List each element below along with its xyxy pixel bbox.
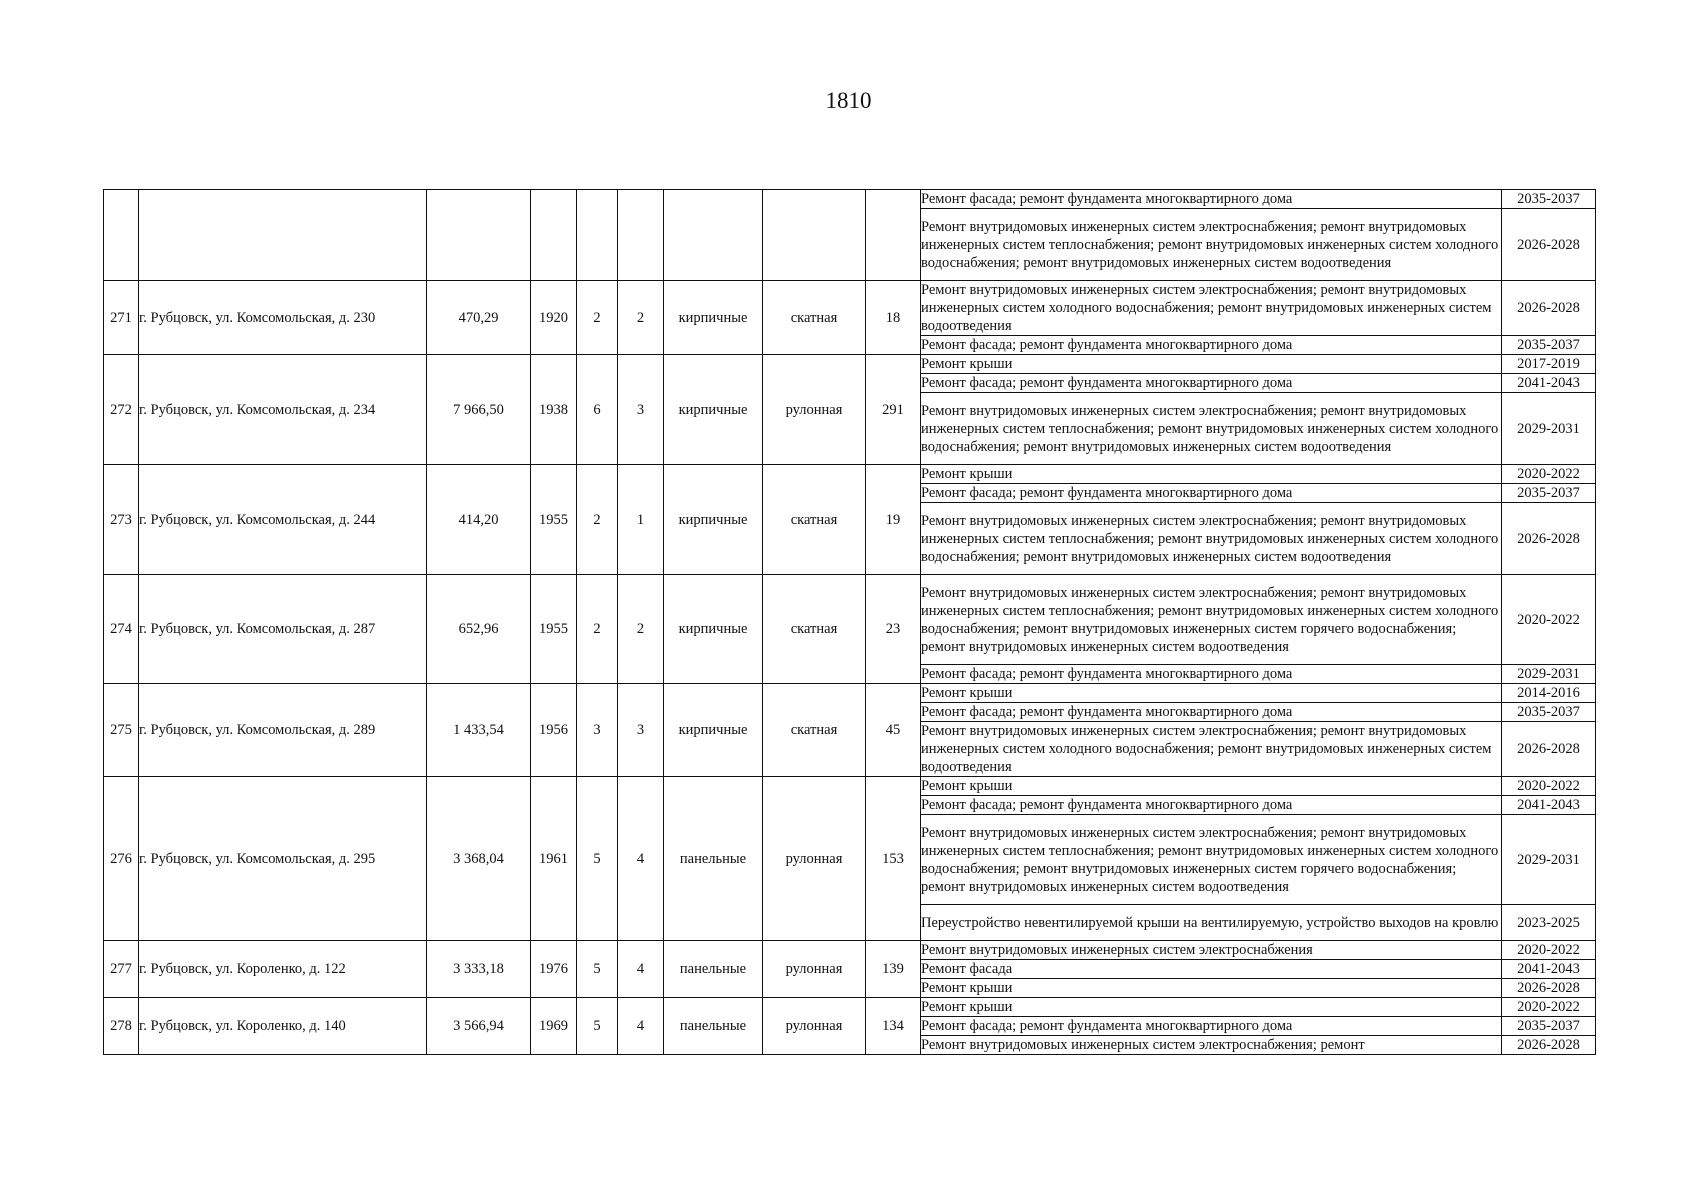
- house-entrances: 4: [618, 998, 664, 1055]
- house-roof: рулонная: [763, 998, 866, 1055]
- house-entrances: 3: [618, 684, 664, 777]
- house-number: 274: [104, 575, 139, 684]
- house-number: 273: [104, 465, 139, 575]
- house-area: [427, 190, 531, 281]
- table-row: [104, 684, 1596, 703]
- house-residents: 45: [866, 684, 921, 777]
- house-roof: рулонная: [763, 355, 866, 465]
- house-residents: 139: [866, 941, 921, 998]
- house-area: 1 433,54: [427, 684, 531, 777]
- house-area: 652,96: [427, 575, 531, 684]
- house-walls: кирпичные: [664, 684, 763, 777]
- house-floors: 2: [577, 281, 618, 355]
- house-address: г. Рубцовск, ул. Комсомольская, д. 295: [139, 777, 427, 941]
- work-period: 2026-2028: [1502, 503, 1596, 575]
- house-area: 414,20: [427, 465, 531, 575]
- house-entrances: 2: [618, 575, 664, 684]
- work-name: Ремонт фасада; ремонт фундамента многоквартирного дома: [921, 796, 1502, 815]
- house-entrances: 3: [618, 355, 664, 465]
- work-period: 2035-2037: [1502, 190, 1596, 209]
- work-period: 2041-2043: [1502, 796, 1596, 815]
- work-period: 2017-2019: [1502, 355, 1596, 374]
- house-roof: рулонная: [763, 777, 866, 941]
- work-period: 2035-2037: [1502, 703, 1596, 722]
- table-row: [104, 465, 1596, 484]
- house-walls: панельные: [664, 777, 763, 941]
- work-period: 2020-2022: [1502, 465, 1596, 484]
- work-name: Ремонт внутридомовых инженерных систем электроснабжения: [921, 941, 1502, 960]
- table-row: [104, 575, 1596, 665]
- house-year: 1961: [531, 777, 577, 941]
- house-number: 272: [104, 355, 139, 465]
- house-floors: [577, 190, 618, 281]
- house-floors: 5: [577, 777, 618, 941]
- work-period: 2020-2022: [1502, 941, 1596, 960]
- house-entrances: [618, 190, 664, 281]
- work-period: 2020-2022: [1502, 998, 1596, 1017]
- house-floors: 5: [577, 998, 618, 1055]
- house-number: 278: [104, 998, 139, 1055]
- work-name: Ремонт внутридомовых инженерных систем электроснабжения; ремонт внутридомовых инженерных систем теплоснабжения; ремонт внутридомовых инженерных систем холодного водоснабжения; ремонт внутридомовых инженерных систем водоотведения: [921, 503, 1502, 575]
- house-year: [531, 190, 577, 281]
- table-row: [104, 998, 1596, 1017]
- house-address: г. Рубцовск, ул. Комсомольская, д. 230: [139, 281, 427, 355]
- work-name: Ремонт фасада; ремонт фундамента многоквартирного дома: [921, 484, 1502, 503]
- house-area: 7 966,50: [427, 355, 531, 465]
- house-year: 1976: [531, 941, 577, 998]
- work-name: Ремонт крыши: [921, 684, 1502, 703]
- work-period: 2041-2043: [1502, 960, 1596, 979]
- work-period: 2020-2022: [1502, 575, 1596, 665]
- house-entrances: 2: [618, 281, 664, 355]
- work-period: 2041-2043: [1502, 374, 1596, 393]
- house-roof: скатная: [763, 575, 866, 684]
- house-entrances: 4: [618, 941, 664, 998]
- table-row: [104, 941, 1596, 960]
- work-name: Ремонт внутридомовых инженерных систем электроснабжения; ремонт: [921, 1036, 1502, 1055]
- house-year: 1956: [531, 684, 577, 777]
- work-period: 2035-2037: [1502, 336, 1596, 355]
- house-address: [139, 190, 427, 281]
- house-roof: рулонная: [763, 941, 866, 998]
- house-residents: [866, 190, 921, 281]
- house-floors: 6: [577, 355, 618, 465]
- house-walls: кирпичные: [664, 355, 763, 465]
- work-name: Ремонт фасада; ремонт фундамента многоквартирного дома: [921, 336, 1502, 355]
- house-area: 470,29: [427, 281, 531, 355]
- house-number: 276: [104, 777, 139, 941]
- work-name: Ремонт фасада; ремонт фундамента многоквартирного дома: [921, 665, 1502, 684]
- work-name: Ремонт внутридомовых инженерных систем электроснабжения; ремонт внутридомовых инженерных систем теплоснабжения; ремонт внутридомовых инженерных систем холодного водоснабжения; ремонт внутридомовых инженерных систем водоотведения: [921, 209, 1502, 281]
- work-period: 2026-2028: [1502, 1036, 1596, 1055]
- house-area: 3 368,04: [427, 777, 531, 941]
- house-walls: кирпичные: [664, 575, 763, 684]
- house-walls: панельные: [664, 941, 763, 998]
- house-residents: 18: [866, 281, 921, 355]
- work-name: Переустройство невентилируемой крыши на вентилируемую, устройство выходов на кровлю: [921, 905, 1502, 941]
- house-walls: [664, 190, 763, 281]
- work-period: 2029-2031: [1502, 815, 1596, 905]
- work-name: Ремонт крыши: [921, 979, 1502, 998]
- work-period: 2020-2022: [1502, 777, 1596, 796]
- house-floors: 3: [577, 684, 618, 777]
- house-residents: 153: [866, 777, 921, 941]
- work-name: Ремонт крыши: [921, 777, 1502, 796]
- work-name: Ремонт фасада; ремонт фундамента многоквартирного дома: [921, 190, 1502, 209]
- work-period: 2035-2037: [1502, 484, 1596, 503]
- house-year: 1920: [531, 281, 577, 355]
- house-area: 3 566,94: [427, 998, 531, 1055]
- work-name: Ремонт внутридомовых инженерных систем электроснабжения; ремонт внутридомовых инженерных систем теплоснабжения; ремонт внутридомовых инженерных систем холодного водоснабжения; ремонт внутридомовых инженерных систем горячего водоснабжения; ремонт внутридомовых инженерных систем водоотведения: [921, 815, 1502, 905]
- work-name: Ремонт внутридомовых инженерных систем электроснабжения; ремонт внутридомовых инженерных систем холодного водоснабжения; ремонт внутридомовых инженерных систем водоотведения: [921, 722, 1502, 777]
- work-period: 2035-2037: [1502, 1017, 1596, 1036]
- house-entrances: 4: [618, 777, 664, 941]
- house-walls: панельные: [664, 998, 763, 1055]
- table-row: [104, 190, 1596, 209]
- house-number: [104, 190, 139, 281]
- work-name: Ремонт фасада; ремонт фундамента многоквартирного дома: [921, 1017, 1502, 1036]
- work-period: 2029-2031: [1502, 393, 1596, 465]
- house-year: 1938: [531, 355, 577, 465]
- table-row: [104, 281, 1596, 336]
- work-name: Ремонт внутридомовых инженерных систем электроснабжения; ремонт внутридомовых инженерных систем теплоснабжения; ремонт внутридомовых инженерных систем холодного водоснабжения; ремонт внутридомовых инженерных систем горячего водоснабжения; ремонт внутридомовых инженерных систем водоотведения: [921, 575, 1502, 665]
- house-address: г. Рубцовск, ул. Комсомольская, д. 244: [139, 465, 427, 575]
- house-floors: 2: [577, 575, 618, 684]
- housing-registry-table: [103, 189, 1596, 1055]
- work-name: Ремонт крыши: [921, 998, 1502, 1017]
- work-period: 2014-2016: [1502, 684, 1596, 703]
- work-period: 2029-2031: [1502, 665, 1596, 684]
- work-name: Ремонт внутридомовых инженерных систем электроснабжения; ремонт внутридомовых инженерных систем теплоснабжения; ремонт внутридомовых инженерных систем холодного водоснабжения; ремонт внутридомовых инженерных систем водоотведения: [921, 393, 1502, 465]
- house-floors: 2: [577, 465, 618, 575]
- work-name: Ремонт внутридомовых инженерных систем электроснабжения; ремонт внутридомовых инженерных систем холодного водоснабжения; ремонт внутридомовых инженерных систем водоотведения: [921, 281, 1502, 336]
- house-roof: скатная: [763, 281, 866, 355]
- house-floors: 5: [577, 941, 618, 998]
- work-name: Ремонт фасада: [921, 960, 1502, 979]
- work-period: 2026-2028: [1502, 722, 1596, 777]
- work-name: Ремонт крыши: [921, 465, 1502, 484]
- house-residents: 23: [866, 575, 921, 684]
- house-address: г. Рубцовск, ул. Комсомольская, д. 287: [139, 575, 427, 684]
- work-period: 2026-2028: [1502, 281, 1596, 336]
- house-roof: [763, 190, 866, 281]
- work-period: 2023-2025: [1502, 905, 1596, 941]
- work-name: Ремонт крыши: [921, 355, 1502, 374]
- house-address: г. Рубцовск, ул. Короленко, д. 140: [139, 998, 427, 1055]
- work-name: Ремонт фасада; ремонт фундамента многоквартирного дома: [921, 703, 1502, 722]
- work-name: Ремонт фасада; ремонт фундамента многоквартирного дома: [921, 374, 1502, 393]
- page-number: 1810: [825, 88, 872, 113]
- house-entrances: 1: [618, 465, 664, 575]
- house-number: 275: [104, 684, 139, 777]
- house-residents: 291: [866, 355, 921, 465]
- house-number: 271: [104, 281, 139, 355]
- house-walls: кирпичные: [664, 281, 763, 355]
- house-number: 277: [104, 941, 139, 998]
- house-residents: 134: [866, 998, 921, 1055]
- house-address: г. Рубцовск, ул. Короленко, д. 122: [139, 941, 427, 998]
- house-roof: скатная: [763, 684, 866, 777]
- house-address: г. Рубцовск, ул. Комсомольская, д. 234: [139, 355, 427, 465]
- house-year: 1969: [531, 998, 577, 1055]
- house-walls: кирпичные: [664, 465, 763, 575]
- house-address: г. Рубцовск, ул. Комсомольская, д. 289: [139, 684, 427, 777]
- table-row: [104, 355, 1596, 374]
- house-roof: скатная: [763, 465, 866, 575]
- house-year: 1955: [531, 575, 577, 684]
- house-area: 3 333,18: [427, 941, 531, 998]
- work-period: 2026-2028: [1502, 979, 1596, 998]
- house-year: 1955: [531, 465, 577, 575]
- house-residents: 19: [866, 465, 921, 575]
- table-row: [104, 777, 1596, 796]
- work-period: 2026-2028: [1502, 209, 1596, 281]
